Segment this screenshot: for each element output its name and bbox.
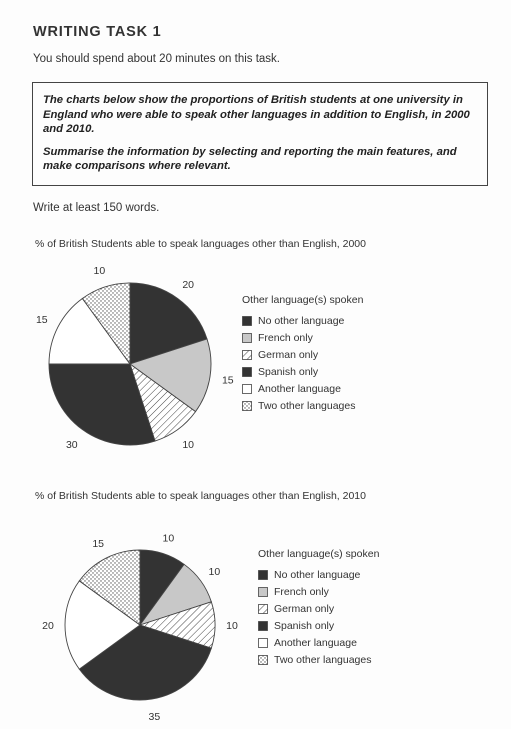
pie-2010-label-french-only: 10 [208, 565, 221, 578]
legend-2000-item-spanish-only [242, 363, 363, 380]
legend-2000-swatch-another-language [242, 384, 252, 394]
pie-2010-label-two-other-languages: 15 [92, 538, 105, 550]
legend-2000-label-two-other-languages: Two other languages [258, 399, 356, 412]
legend-2010-swatch-no-other-language [258, 570, 268, 580]
pie-2000-label-another-language: 15 [35, 314, 48, 327]
legend-2010-swatch-another-language [258, 638, 268, 648]
legend-2010-label-another-language: Another language [274, 636, 357, 649]
legend-2000 [242, 294, 363, 414]
task-prompt-instruction: Summarise the information by selecting and reporting the main features, and make comparisons where relevant. [43, 145, 457, 172]
legend-2000-item-french-only [242, 329, 363, 346]
legend-2010-swatch-french-only [258, 587, 268, 597]
pie-2010-label-another-language: 20 [42, 620, 54, 632]
legend-2000-swatch-spanish-only [242, 367, 252, 377]
legend-2000-title: Other language(s) spoken [242, 294, 364, 306]
legend-2010-label-two-other-languages: Two other languages [274, 653, 372, 666]
legend-2000-label-german-only: German only [258, 348, 319, 361]
legend-2000-item-no-other-language [242, 312, 363, 329]
legend-2010-swatch-german-only [258, 604, 268, 614]
pie-2000-label-french-only: 15 [221, 374, 234, 387]
time-instruction: You should spend about 20 minutes on this task. [33, 53, 280, 65]
legend-2000-label-no-other-language: No other language [258, 314, 345, 327]
pie-2000-label-no-other-language: 20 [182, 278, 195, 291]
legend-2000-label-spanish-only: Spanish only [258, 365, 319, 378]
chart-2010-title: % of British Students able to speak languages other than English, 2010 [35, 490, 366, 502]
legend-2010-swatch-two-other-languages [258, 655, 268, 665]
chart-2000-title: % of British Students able to speak languages other than English, 2000 [35, 238, 366, 250]
legend-2000-label-another-language: Another language [258, 382, 341, 395]
pie-2010-label-spanish-only: 35 [148, 710, 161, 723]
legend-2010-items [258, 566, 379, 668]
legend-2010 [258, 548, 379, 668]
legend-2010-item-no-other-language [258, 566, 379, 583]
pie-chart-2010 [42, 533, 238, 723]
legend-2010-item-french-only [258, 583, 379, 600]
legend-2010-swatch-spanish-only [258, 621, 268, 631]
legend-2000-label-french-only: French only [258, 331, 313, 344]
pie-2000-label-two-other-languages: 10 [93, 264, 106, 277]
legend-2010-label-no-other-language: No other language [274, 568, 361, 581]
pie-2000-label-german-only: 10 [182, 439, 195, 452]
legend-2000-swatch-german-only [242, 350, 252, 360]
word-count-instruction: Write at least 150 words. [33, 202, 160, 214]
pie-chart-2000 [36, 265, 234, 451]
legend-2010-title: Other language(s) spoken [258, 548, 380, 560]
legend-2010-item-another-language [258, 634, 379, 651]
legend-2000-swatch-no-other-language [242, 316, 252, 326]
legend-2000-swatch-french-only [242, 333, 252, 343]
legend-2010-label-spanish-only: Spanish only [274, 619, 335, 632]
legend-2010-label-german-only: German only [274, 602, 335, 615]
legend-2010-item-two-other-languages [258, 651, 379, 668]
legend-2010-item-spanish-only [258, 617, 379, 634]
legend-2000-item-another-language [242, 380, 363, 397]
legend-2010-item-german-only [258, 600, 379, 617]
legend-2010-label-french-only: French only [274, 585, 329, 598]
pie-2010-label-german-only: 10 [226, 620, 238, 632]
pie-2010-label-no-other-language: 10 [162, 532, 175, 545]
legend-2000-item-two-other-languages [242, 397, 363, 414]
pie-2000-label-spanish-only: 30 [65, 439, 78, 452]
legend-2000-swatch-two-other-languages [242, 401, 252, 411]
task-prompt-description: The charts below show the proportions of British students at one university in England who were able to speak other languages in addition to English, in 2000 and 2010. [43, 94, 470, 135]
legend-2000-item-german-only [242, 346, 363, 363]
task-title: WRITING TASK 1 [33, 24, 162, 40]
legend-2000-items [242, 312, 363, 414]
